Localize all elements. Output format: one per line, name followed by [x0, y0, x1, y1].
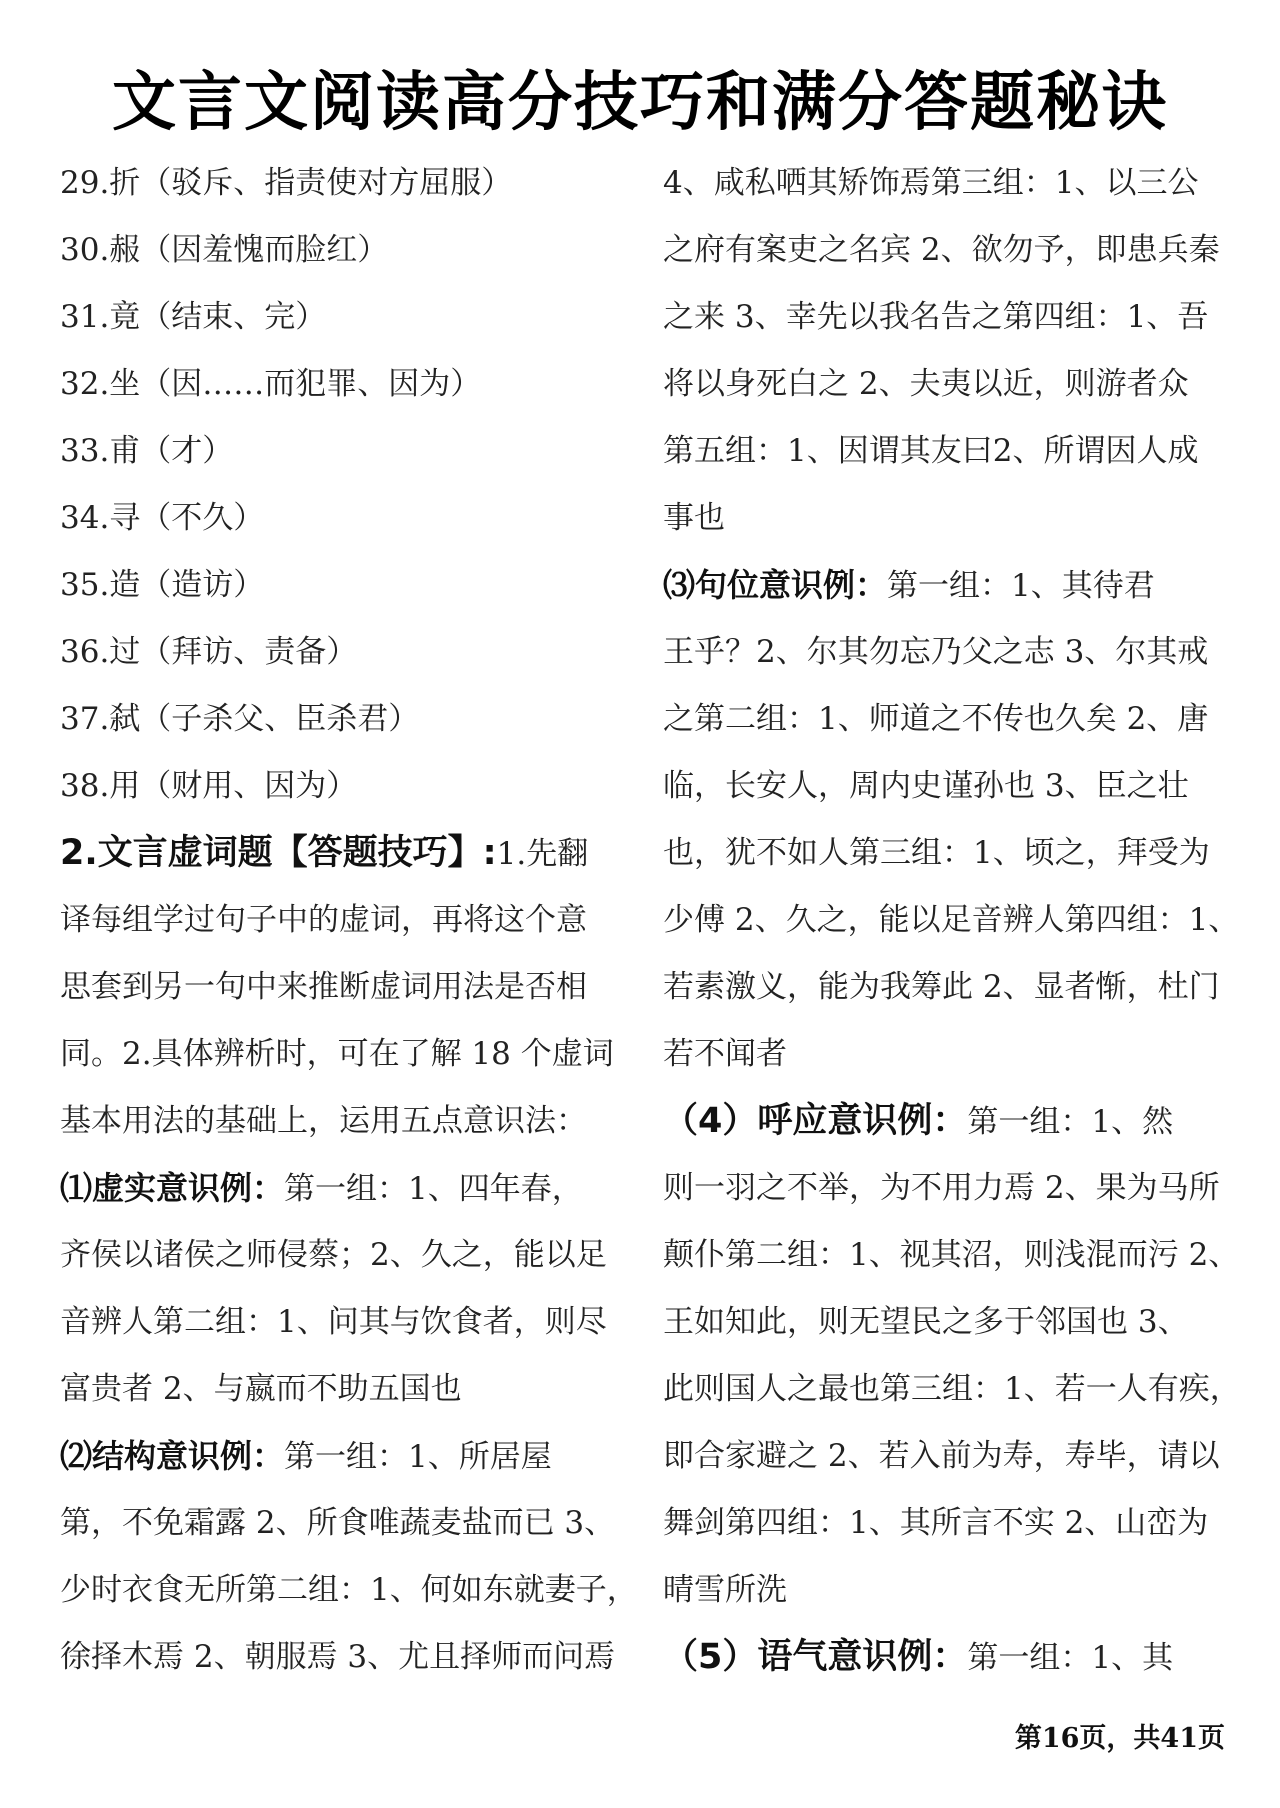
item2-first-line	[60, 1423, 620, 1490]
item2-line: 第，不免霜露 2、所食唯蔬麦盐而已 3、	[60, 1505, 616, 1541]
left-column	[60, 150, 638, 1691]
item3-line: 也，犹不如人第三组：1、顷之，拜受为	[663, 835, 1210, 871]
vocab-item: 31.竟（结束、完）	[60, 299, 327, 335]
item3-text: 第一组：1、其待君	[887, 568, 1155, 604]
item4-line: 舞剑第四组：1、其所言不实 2、山峦为	[663, 1505, 1209, 1541]
item3-line: 若素激义，能为我筹此 2、显者惭，杜门	[663, 969, 1220, 1005]
item4-text: 第一组：1、然	[967, 1104, 1174, 1140]
item3-line: 若不闻者	[663, 1036, 787, 1072]
continued-line: 4、咸私哂其矫饰焉第三组：1、以三公	[663, 165, 1199, 201]
item3-line: 之第二组：1、师道之不传也久矣 2、唐	[663, 701, 1209, 737]
section2-heading: 2.文言虚词题【答题技巧】:	[60, 833, 497, 873]
item4-line: 晴雪所洗	[663, 1572, 787, 1608]
continued-line: 之府有案吏之名宾 2、欲勿予，即患兵秦	[663, 232, 1220, 268]
item3-line: 少傅 2、久之，能以足音辨人第四组：1、	[663, 902, 1240, 938]
item4-line: 此则国人之最也第三组：1、若一人有疾，	[663, 1371, 1241, 1407]
item2-heading: ⑵结构意识例：	[60, 1437, 285, 1475]
vocab-item: 35.造（造访）	[60, 567, 265, 603]
item3-heading: ⑶句位意识例：	[663, 566, 888, 604]
item1-line: 富贵者 2、与嬴而不助五国也	[60, 1371, 462, 1407]
continued-line: 第五组：1、因谓其友曰2、所谓因人成	[663, 433, 1199, 469]
item1-line: 齐侯以诸侯之师侵蔡；2、久之，能以足	[60, 1237, 607, 1273]
item1-text: 第一组：1、四年春，	[284, 1171, 583, 1207]
item3-line: 临，长安人，周内史谨孙也 3、臣之壮	[663, 768, 1189, 804]
item4-line: 颠仆第二组：1、视其沼，则浅混而污 2、	[663, 1237, 1240, 1273]
vocab-item: 32.坐（因……而犯罪、因为）	[60, 366, 482, 402]
vocab-item: 38.用（财用、因为）	[60, 768, 358, 804]
item5-text: 第一组：1、其	[967, 1640, 1174, 1676]
vocab-item: 29.折（驳斥、指责使对方屈服）	[60, 165, 513, 201]
section2-line: 译每组学过句子中的虚词，再将这个意	[60, 902, 587, 938]
page-title: 文言文阅读高分技巧和满分答题秘诀	[112, 66, 1168, 140]
section2-text: 1.先翻	[496, 836, 589, 872]
continued-line: 事也	[663, 500, 725, 536]
vocab-item: 30.赧（因羞愧而脸红）	[60, 232, 389, 268]
right-column	[663, 150, 1241, 1691]
vocab-item: 34.寻（不久）	[60, 500, 265, 536]
item4-first-line	[663, 1088, 1228, 1155]
item2-text: 第一组：1、所居屋	[284, 1439, 552, 1475]
item4-line: 王如知此，则无望民之多于邻国也 3、	[663, 1304, 1189, 1340]
continued-line: 将以身死白之 2、夫夷以近，则游者众	[663, 366, 1189, 402]
vocab-item: 33.甫（才）	[60, 433, 234, 469]
item1-heading: ⑴虚实意识例：	[60, 1169, 285, 1207]
item5-heading: （5）语气意识例：	[663, 1637, 968, 1677]
item4-line: 即合家避之 2、若入前为寿，寿毕，请以	[663, 1438, 1220, 1474]
item1-first-line	[60, 1155, 620, 1222]
continued-line: 之来 3、幸先以我名告之第四组：1、吾	[663, 299, 1209, 335]
item5-first-line	[663, 1624, 1228, 1691]
item2-line: 少时衣食无所第二组：1、何如东就妻子，	[60, 1572, 638, 1608]
item4-line: 则一羽之不举，为不用力焉 2、果为马所	[663, 1170, 1220, 1206]
section2-line: 基本用法的基础上，运用五点意识法：	[60, 1103, 587, 1139]
vocab-item: 37.弑（子杀父、臣杀君）	[60, 701, 420, 737]
section2-first-line	[60, 820, 620, 887]
item2-line: 徐择木焉 2、朝服焉 3、尤且择师而问焉	[60, 1639, 616, 1675]
item3-line: 王乎？2、尔其勿忘乃父之志 3、尔其戒	[663, 634, 1209, 670]
vocab-item: 36.过（拜访、责备）	[60, 634, 358, 670]
item3-first-line	[663, 552, 1228, 619]
section2-line: 思套到另一句中来推断虚词用法是否相	[60, 969, 587, 1005]
item4-heading: （4）呼应意识例：	[663, 1101, 968, 1141]
section2-line: 同。2.具体辨析时，可在了解 18 个虚词	[60, 1036, 614, 1072]
page-number: 第16页，共41页	[1014, 1723, 1225, 1754]
item1-line: 音辨人第二组：1、问其与饮食者，则尽	[60, 1304, 607, 1340]
